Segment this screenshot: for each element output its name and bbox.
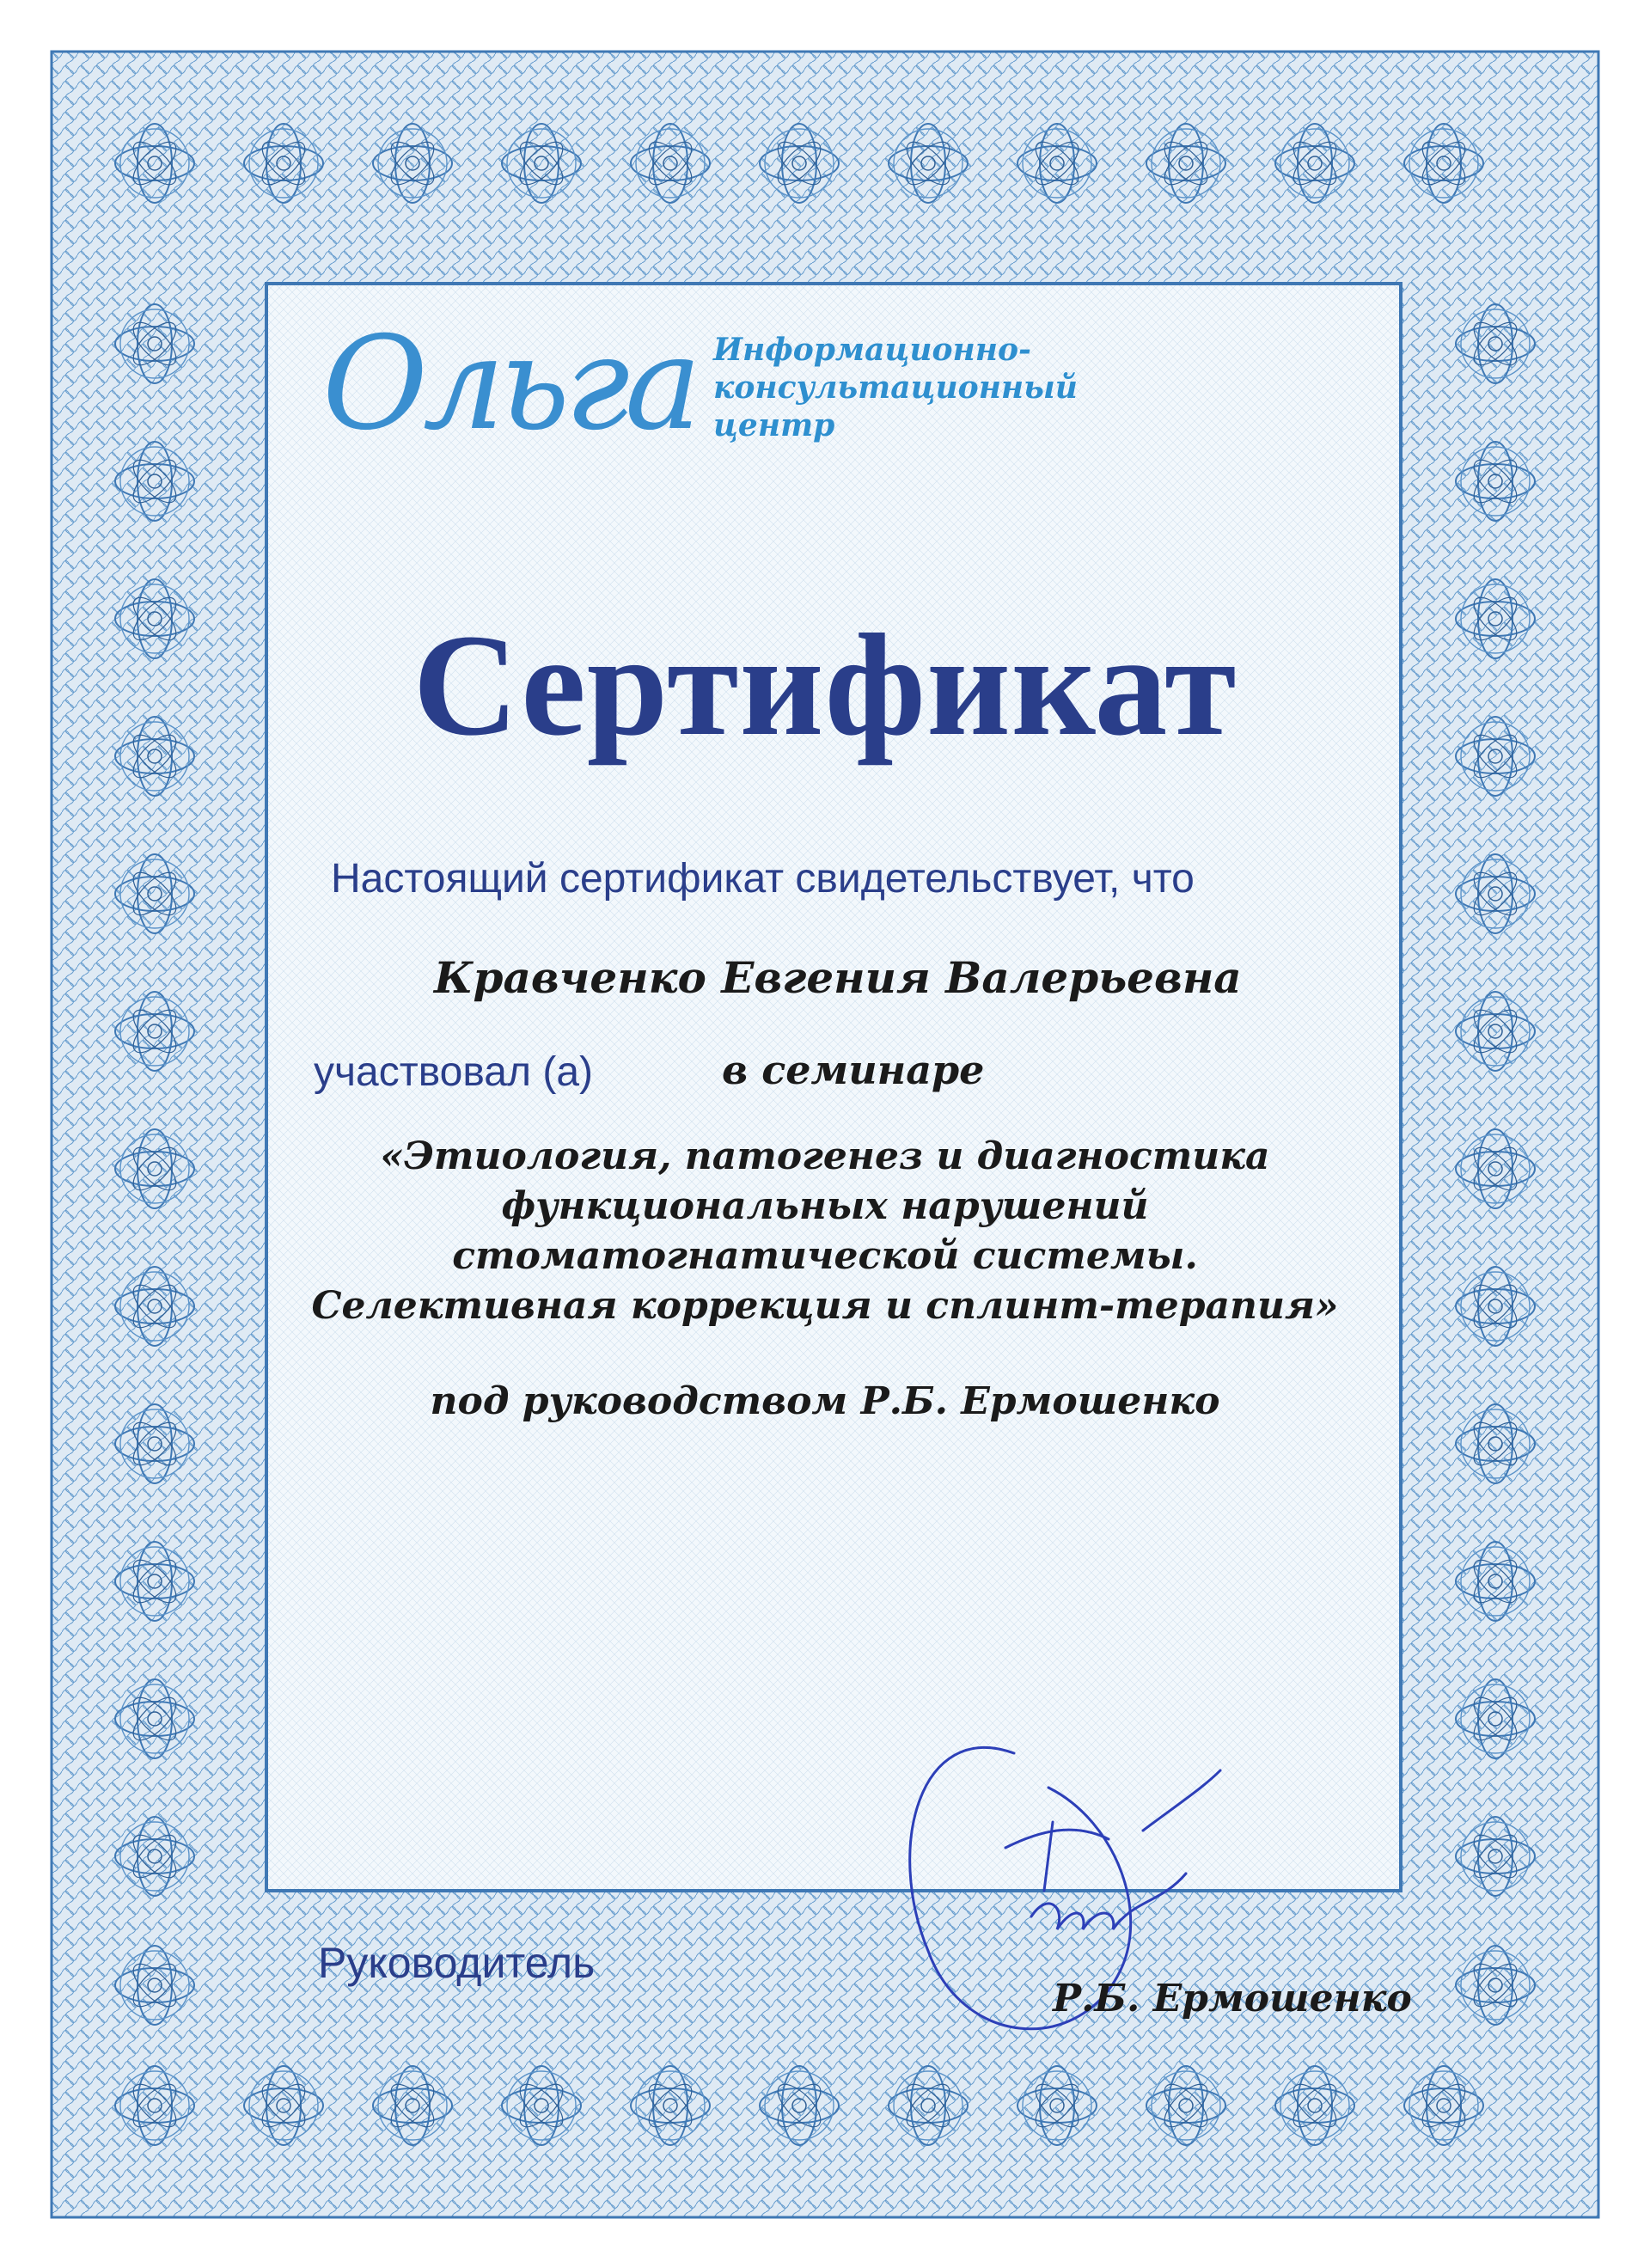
logo-tagline-line-2: консультационный [713,370,1078,406]
supervision-line: под руководством Р.Б. Ермошенко [430,1379,1220,1423]
seminar-title-line-3: стоматогнатической системы. [452,1234,1198,1278]
event-type: в семинаре [722,1047,985,1093]
intro-statement: Настоящий сертификат свидетельствует, что [331,856,1195,902]
recipient-name: Кравченко Евгения Валерьевна [434,952,1242,1003]
seminar-title-line-1: «Этиология, патогенез и диагностика [380,1134,1270,1178]
signer-name: Р.Б. Ермошенко [1053,1977,1412,2020]
logo-tagline-line-3: центр [713,407,835,443]
seminar-title-line-4: Селективная коррекция и сплинт-терапия» [311,1284,1339,1328]
signature-role-label: Руководитель [318,1939,596,1987]
logo-tagline-line-1: Информационно- [713,332,1032,368]
participated-label: участвовал (а) [314,1049,594,1095]
logo-script-wordmark: Ольга [322,309,697,459]
seminar-title-line-2: функциональных нарушений [501,1184,1149,1228]
certificate-title: Сертификат [412,604,1238,766]
